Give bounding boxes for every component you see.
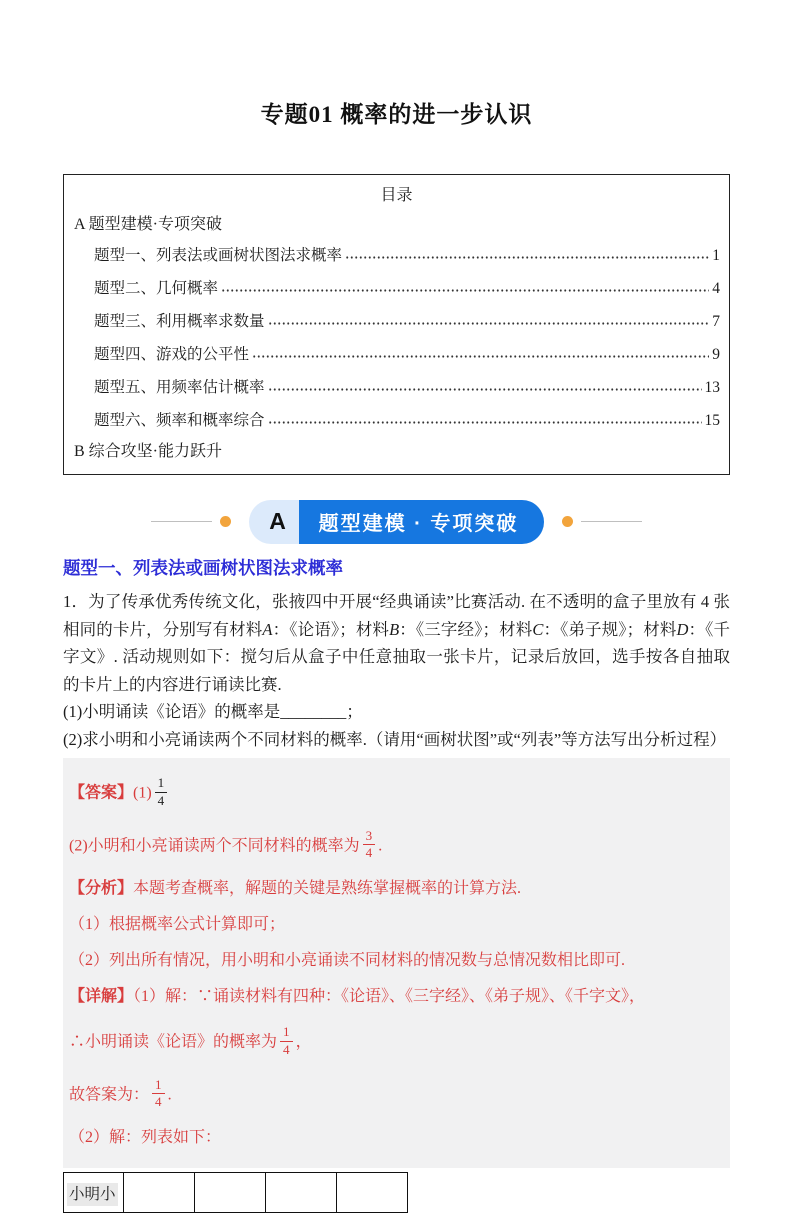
toc-page-number: 4 [712, 280, 720, 297]
banner-dot-left-icon [220, 516, 231, 527]
fraction-numerator: 1 [155, 1076, 162, 1092]
detail-2-text: ∴小明诵读《论语》的概率为 [69, 1033, 278, 1051]
answer-1-number: (1) [133, 784, 152, 802]
analysis-step-1: （1）根据概率公式计算即可； [69, 916, 286, 933]
section-banner [63, 499, 730, 544]
toc-dot-leader [252, 345, 709, 359]
fraction-1-4 [155, 775, 168, 809]
toc-item [94, 402, 720, 435]
analysis-text: 本题考查概率，解题的关键是熟练掌握概率的计算方法. [133, 880, 522, 897]
question-1 [63, 698, 730, 726]
problem-seg: ：《论语》；材料 [272, 619, 390, 639]
toc-item-label: 题型二、几何概率 [94, 280, 219, 297]
banner-letter: A [249, 500, 299, 544]
page-content [63, 96, 730, 1213]
answer-block [63, 758, 730, 1168]
problem-intro: 1．为了传承优秀传统文化，张掖四中开展“经典诵读”比赛活动. 在不透明的盒子里放有 4 张相同的卡片，分别写有材料 [63, 592, 730, 639]
toc-page-number: 1 [712, 247, 720, 264]
table-header-cell [64, 1173, 124, 1213]
table-empty-cell [337, 1173, 408, 1213]
answer-2-end: . [378, 837, 383, 855]
toc-item [94, 336, 720, 369]
analysis-step-2: （2）列出所有情况，用小明和小亮诵读不同材料的情况数与总情况数相比即可. [69, 952, 626, 969]
toc-header: 目录 [380, 187, 413, 204]
detail-label: 【详解】 [69, 988, 134, 1005]
detail-line-4: （2）解：列表如下： [69, 1129, 222, 1146]
toc-dot-leader [345, 246, 709, 260]
toc-section-a: A 题型建模·专项突破 [74, 216, 223, 233]
toc-section-b: B 综合攻坚·能力跃升 [74, 443, 223, 460]
detail-line-3 [69, 1072, 720, 1116]
problem-seg: ：《三字经》；材料 [399, 619, 533, 639]
toc-item [94, 270, 720, 303]
question-2: (2)求小明和小亮诵读两个不同材料的概率.（请用“画树状图”或“列表”等方法写出分析过程） [63, 729, 727, 749]
toc-page-number: 9 [712, 346, 720, 363]
toc-box [63, 174, 730, 475]
banner-line-left [151, 521, 212, 522]
table-empty-cell [266, 1173, 337, 1213]
toc-item-label: 题型六、频率和概率综合 [94, 412, 265, 429]
answer-line-1 [69, 770, 720, 814]
fraction-numerator: 3 [365, 827, 373, 843]
fraction-3-4 [363, 828, 376, 862]
toc-item-label: 题型四、游戏的公平性 [94, 346, 250, 363]
analysis-label: 【分析】 [69, 880, 134, 897]
toc-item-label: 题型一、列表法或画树状图法求概率 [94, 247, 343, 264]
fraction-denominator: 4 [363, 844, 376, 861]
toc-dot-leader [268, 378, 702, 392]
table-row [64, 1173, 408, 1213]
problem-statement [63, 588, 730, 753]
answer-2-text: (2)小明和小亮诵读两个不同材料的概率为 [69, 837, 360, 855]
page-title: 专题01 概率的进一步认识 [260, 102, 533, 127]
question-1-end: ； [346, 702, 363, 721]
toc-item-label: 题型五、用频率估计概率 [94, 379, 265, 396]
answer-blank: ________ [280, 702, 347, 721]
fraction-denominator: 4 [155, 792, 168, 809]
toc-page-number: 15 [704, 412, 720, 429]
material-var-d: D [676, 619, 689, 639]
detail-line-1 [69, 983, 720, 1010]
detail-1-text: （1）解：∵诵读材料有四种：《论语》、《三字经》、《弟子规》、《千字文》， [133, 988, 646, 1005]
material-var-a: A [262, 619, 273, 639]
detail-2-end: ， [295, 1033, 312, 1051]
toc-dot-leader [268, 312, 710, 326]
material-var-c: C [532, 619, 544, 639]
toc-dot-leader [221, 279, 709, 293]
table-header-text: 小明小 [67, 1183, 118, 1206]
problem-text [63, 588, 730, 698]
toc-page-number: 7 [712, 313, 720, 330]
solution-table [63, 1172, 408, 1213]
topic-heading: 题型一、列表法或画树状图法求概率 [63, 558, 343, 578]
banner-title: 题型建模 · 专项突破 [299, 500, 545, 544]
banner-line-right [581, 521, 642, 522]
toc-item-label: 题型三、利用概率求数量 [94, 313, 265, 330]
answer-label: 【答案】 [69, 784, 134, 802]
banner-badge [249, 500, 545, 544]
table-empty-cell [195, 1173, 266, 1213]
detail-line-2 [69, 1019, 720, 1063]
fraction-denominator: 4 [152, 1093, 165, 1110]
banner-dot-right-icon [562, 516, 573, 527]
toc-item [94, 237, 720, 270]
table-empty-cell [124, 1173, 195, 1213]
fraction-1-4 [280, 1024, 293, 1058]
problem-seg: ：《千字文》. 活动规则如下：搅匀后从盒子中任意抽取一张卡片，记录后放回，选手按各自抽取的卡片上的内容进行诵读比赛. [63, 619, 731, 694]
detail-3-end: . [167, 1086, 172, 1104]
fraction-1-4 [152, 1077, 165, 1111]
fraction-numerator: 1 [157, 775, 165, 790]
fraction-denominator: 4 [280, 1041, 293, 1058]
toc-dot-leader [268, 411, 702, 425]
problem-seg: ：《弟子规》；材料 [543, 619, 677, 639]
detail-3-text: 故答案为： [69, 1086, 150, 1104]
fraction-numerator: 1 [283, 1024, 290, 1039]
toc-item [94, 369, 720, 402]
toc-page-number: 13 [704, 379, 720, 396]
material-var-b: B [389, 619, 400, 639]
analysis-line [69, 875, 720, 902]
toc-item [94, 303, 720, 336]
answer-line-2 [69, 823, 720, 867]
question-1-text: (1)小明诵读《论语》的概率是 [63, 702, 281, 721]
